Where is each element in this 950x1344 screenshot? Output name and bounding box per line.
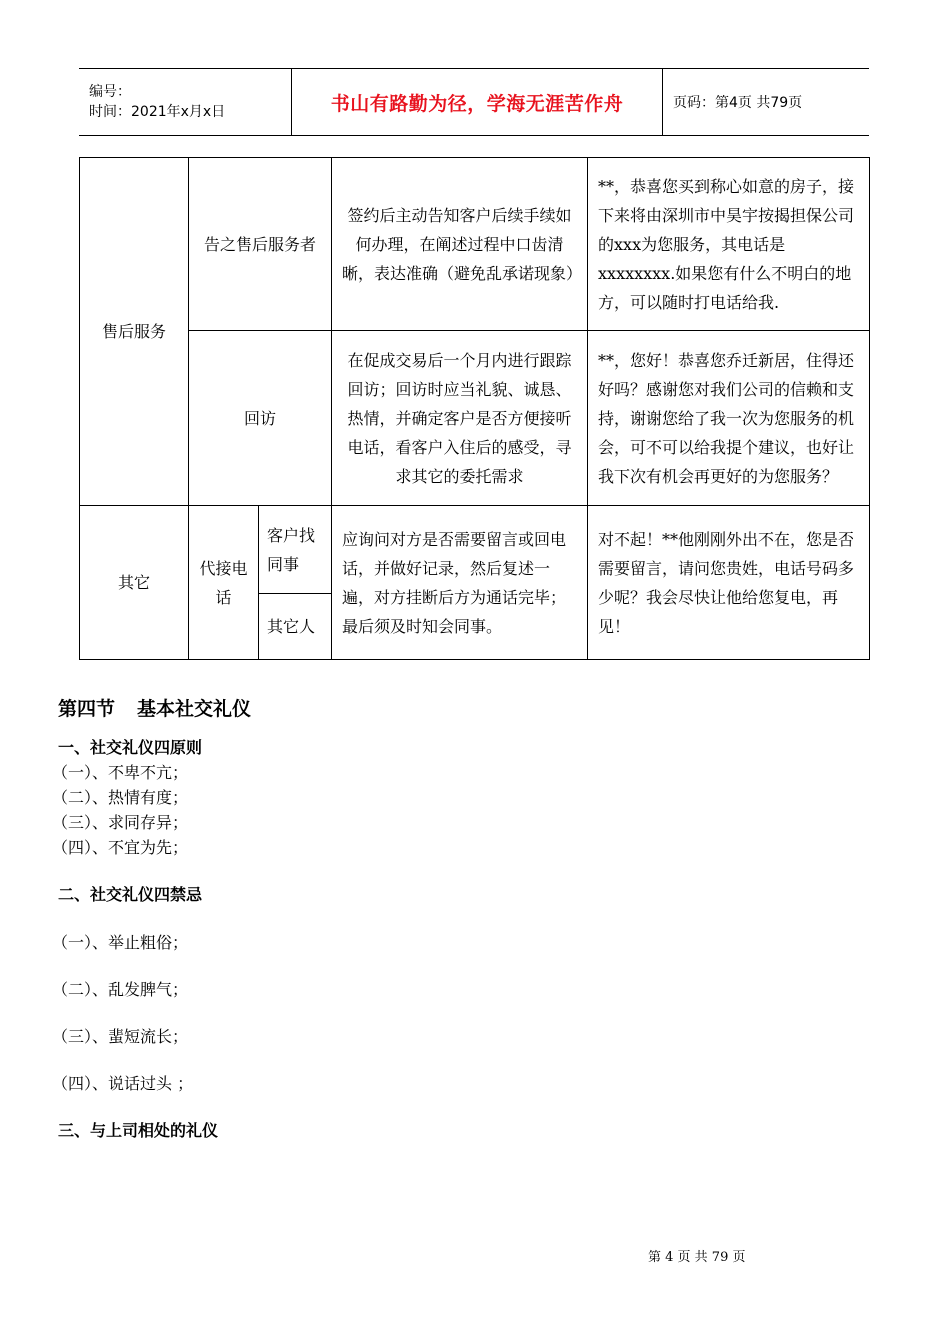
category-cell: 售后服务 xyxy=(80,158,189,506)
list-item: （四）、说话过头 ； xyxy=(52,1074,194,1093)
list-item: （三）、求同存异； xyxy=(52,813,189,832)
requirement-cell: 签约后主动告知客户后续手续如何办理，在阐述过程中口齿清晰，表达准确（避免乱承诺现象） xyxy=(332,158,588,331)
service-table xyxy=(79,157,870,660)
superior-heading: 三、与上司相处的礼仪 xyxy=(58,1121,219,1140)
header-motto: 书山有路勤为径，学海无涯苦作舟 xyxy=(292,69,663,136)
header-meta xyxy=(79,69,292,136)
list-item: （一）、举止粗俗； xyxy=(52,933,189,952)
table-row xyxy=(80,506,870,594)
section-title xyxy=(58,694,251,721)
category-cell: 其它 xyxy=(80,506,189,660)
section-number: 第四节 xyxy=(58,698,116,720)
item-cell: 回访 xyxy=(189,331,332,506)
document-time-label: 时间：2021年x月x日 xyxy=(89,104,226,120)
list-item: （二）、热情有度； xyxy=(52,788,189,807)
subitem-cell: 其它人 xyxy=(259,594,332,660)
list-item: （二）、乱发脾气； xyxy=(52,980,189,999)
subitem-cell: 客户找同事 xyxy=(259,506,332,594)
script-cell: **，您好！恭喜您乔迁新居，住得还好吗？感谢您对我们公司的信赖和支持，谢谢您给了我一次为您服务的机会，可不可以给我提个建议，也好让我下次有机会再更好的为您服务？ xyxy=(588,331,870,506)
script-cell: 对不起！**他刚刚外出不在，您是否需要留言，请问您贵姓，电话号码多少呢？我会尽快让他给您复电，再见！ xyxy=(588,506,870,660)
table-row xyxy=(80,158,870,331)
header-page-label: 页码：第4页 共79页 xyxy=(663,69,870,136)
taboos-heading: 二、社交礼仪四禁忌 xyxy=(58,885,203,904)
requirement-cell: 在促成交易后一个月内进行跟踪回访；回访时应当礼貌、诚恳、热情，并确定客户是否方便接听电话，看客户入住后的感受，寻求其它的委托需求 xyxy=(332,331,588,506)
list-item: （四）、不宜为先； xyxy=(52,838,189,857)
table-row xyxy=(80,331,870,506)
requirement-cell: 应询问对方是否需要留言或回电话，并做好记录，然后复述一遍，对方挂断后方为通话完毕；最后须及时知会同事。 xyxy=(332,506,588,660)
page-footer: 第 4 页 共 79 页 xyxy=(648,1250,746,1265)
list-item: （一）、不卑不亢； xyxy=(52,763,189,782)
list-item: （三）、蜚短流长； xyxy=(52,1027,189,1046)
document-number-label: 编号： xyxy=(89,84,131,100)
script-cell: **，恭喜您买到称心如意的房子，接下来将由深圳市中昊宇按揭担保公司的xxx为您服务，其电话是xxxxxxxx.如果您有什么不明白的地方，可以随时打电话给我. xyxy=(588,158,870,331)
principles-heading: 一、社交礼仪四原则 xyxy=(58,738,203,757)
section-name: 基本社交礼仪 xyxy=(137,698,252,720)
item-cell: 代接电话 xyxy=(189,506,259,660)
item-cell: 告之售后服务者 xyxy=(189,158,332,331)
page-header xyxy=(79,68,869,136)
